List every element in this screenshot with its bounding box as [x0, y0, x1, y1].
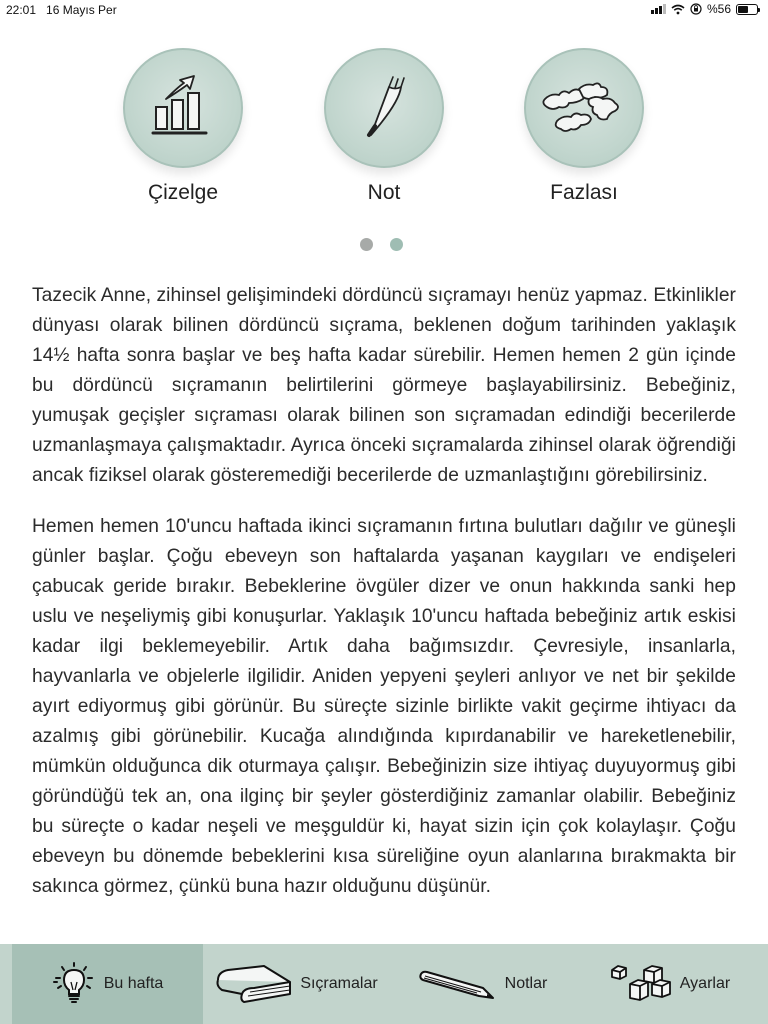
book-icon [214, 964, 292, 1004]
chart-button[interactable] [123, 48, 243, 168]
tab-label: Sıçramalar [300, 975, 378, 992]
note-button[interactable] [324, 48, 444, 168]
blocks-icon [610, 964, 672, 1004]
tab-label: Ayarlar [679, 975, 731, 992]
page-dot-1[interactable] [360, 238, 373, 251]
status-date: 16 Mayıs Per [46, 3, 117, 17]
tab-this-week[interactable] [12, 944, 203, 1024]
article-content[interactable] [32, 281, 736, 944]
status-time: 22:01 [6, 3, 37, 17]
more-button[interactable] [524, 48, 644, 168]
pencil-icon [417, 968, 497, 1000]
chart-icon [148, 73, 218, 143]
page-dot-2[interactable] [390, 238, 403, 251]
feature-label: Fazlası [550, 181, 618, 204]
paragraph: Tazecik Anne, zihinsel gelişimindeki dördüncü sıçramayı henüz yapmaz. Etkinlikler dünyası olarak bilinen dördüncü sıçrama, beklenen doğum tarihinden yaklaşık 14½ hafta sonra başlar ve beş hafta kadar sürebilir. Hemen hemen 2 gün içinde bu dördüncü sıçramanın belirtilerini görmeye başlayabilirsiniz. Bebeğiniz, yumuşak geçişler sıçraması olarak bilinen son sıçramadan edindiği becerilerde uzmanlaşmaya çalışmaktadır. Ayrıca önceki sıçramalarda zihinsel olarak öğrendiği ancak fiziksel olarak gösteremediği becerilerde de uzmanlaştığını görebilirsiniz. [32, 285, 736, 486]
orientation-lock-icon [690, 3, 702, 15]
puzzle-icon [539, 73, 629, 143]
feature-more[interactable] [504, 48, 664, 205]
feature-note[interactable] [304, 48, 464, 205]
paragraph: Hemen hemen 10'uncu haftada ikinci sıçramanın fırtına bulutları dağılır ve güneşli günler başlar. Çoğu ebeveyn son haftalarda yaşanan kaygıları ve endişeleri çabucak geride bırakır. Bebeklerine övgüler dizer ve onun hakkında sanki hep uslu ve neşeliymiş gibi konuşurlar. Yaklaşık 10'uncu haftada bebeğiniz artık eskisi kadar ilgi beklemeyebilir. Artık daha bağımsızdır. Çevresiyle, insanlarla, hayvanlarla ve objelerle ilgilidir. Aniden yepyeni şeyleri anlıyor ve net bir şekilde ayırt ediyormuş gibi görünür. Bu süreçte sizinle birlikte vakit geçirme ihtiyacı da azalmış gibi görünebilir. Kucağa alındığında kıpırdanabilir ve hareketlenebilir, mümkün olduğunca dik oturmaya çalışır. Bebeğinizin size ihtiyaç duyuyormuş gibi göründüğü tek an, ona ilginç bir şeyler gösterdiğiniz zamanlar olabilir. Bebeğiniz bu süreçte o kadar neşeli ve meşguldür ki, hayat sizin için çok kolaylaşır. Çoğu ebeveyn bu dönemde bebeklerini kısa süreliğine oyun alanlarına bırakmakta bir sakınca görmez, çünkü buna hazır olduğunu düşünür. [32, 516, 736, 897]
tab-bar [0, 944, 768, 1024]
tab-label: Notlar [504, 975, 548, 992]
feature-label: Not [367, 181, 401, 204]
feature-label: Çizelge [147, 181, 219, 204]
lightbulb-icon [52, 962, 96, 1006]
tab-label: Bu hafta [103, 975, 164, 992]
feature-chart[interactable] [103, 48, 263, 205]
tab-leaps[interactable] [203, 944, 389, 1024]
status-bar [0, 0, 768, 22]
page-indicator[interactable] [360, 238, 403, 251]
tab-settings[interactable] [575, 944, 765, 1024]
signal-icon [651, 4, 666, 14]
battery-percent: %56 [706, 2, 731, 16]
battery-icon [736, 4, 758, 15]
pen-nib-icon [349, 73, 419, 143]
tab-notes[interactable] [389, 944, 575, 1024]
wifi-icon [671, 4, 685, 15]
